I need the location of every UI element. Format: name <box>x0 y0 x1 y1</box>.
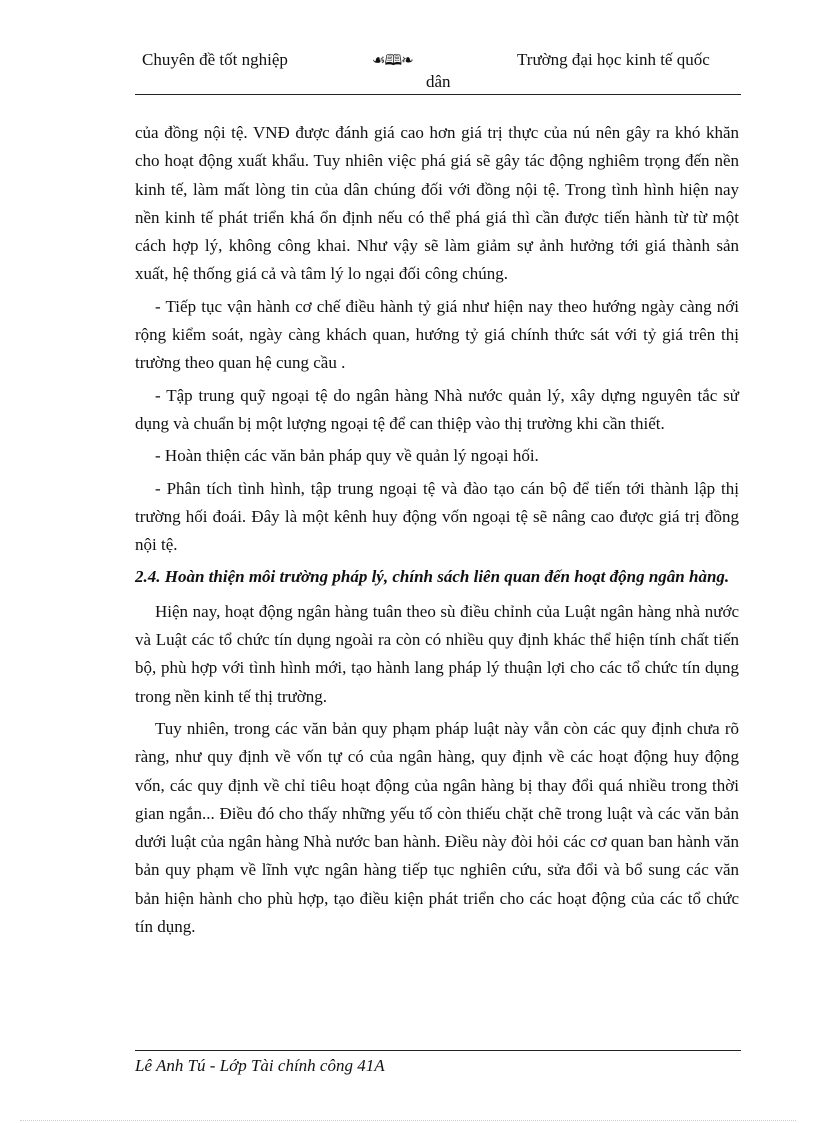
page-boundary <box>20 1120 796 1121</box>
footer-divider <box>135 1050 741 1051</box>
paragraph: Hiện nay, hoạt động ngân hàng tuân theo sù điều chỉnh của Luật ngân hàng nhà nước và Luật các tổ chức tín dụng ngoài ra còn có nhiều quy định khác thể hiện tính chất tiến bộ, phù hợp với tình hình mới, tạo hành lang pháp lý thuận lợi cho các tổ chức tín dụng trong nền kinh tế thị trường. <box>135 601 739 706</box>
header-title-right-continuation: dân <box>426 72 451 91</box>
header-title-right: Trường đại học kinh tế quốc <box>517 50 710 69</box>
footer-author: Lê Anh Tú - Lớp Tài chính công 41A <box>135 1056 385 1075</box>
paragraph: Tuy nhiên, trong các văn bản quy phạm pháp luật này vẫn còn các quy định chưa rõ ràng, như quy định về vốn tự có của ngân hàng, quy định về các hoạt động huy động vốn, các quy định về chỉ tiêu hoạt động của ngân hàng bị thay đổi quá nhiều trong thời gian ngắn... Điều đó cho thấy những yếu tố còn thiếu chặt chẽ trong luật và các văn bản dưới luật của ngân hàng Nhà nước ban hành. Điều này đòi hỏi các cơ quan ban hành văn bản quy phạm về lĩnh vực ngân hàng tiếp tục nghiên cứu, sửa đổi và bổ sung các văn bản hiện hành cho phù hợp, tạo điều kiện phát triển cho các hoạt động của các tổ chức tín dụng. <box>135 718 739 937</box>
bullet-paragraph: - Phân tích tình hình, tập trung ngoại tệ và đào tạo cán bộ để tiến tới thành lập thị trường hối đoái. Đây là một kênh huy động vốn ngoại tệ sẽ nâng cao được giá trị đồng nội tệ. <box>135 478 739 555</box>
header-divider <box>135 94 741 95</box>
document-body <box>135 119 739 945</box>
header-title-left: Chuyên đề tốt nghiệp <box>142 50 288 69</box>
book-ornament-icon: ☙🕮❧ <box>372 53 413 69</box>
bullet-paragraph: - Tập trung quỹ ngoại tệ do ngân hàng Nhà nước quản lý, xây dựng nguyên tắc sử dụng và chuẩn bị một lượng ngoại tệ để can thiệp vào thị trường khi cần thiết. <box>135 385 739 433</box>
section-heading: 2.4. Hoàn thiện môi trường pháp lý, chính sách liên quan đến hoạt động ngân hàng. <box>135 567 730 587</box>
paragraph: của đồng nội tệ. VNĐ được đánh giá cao hơn giá trị thực của nú nên gây ra khó khăn cho hoạt động xuất khẩu. Tuy nhiên việc phá giá sẽ gây tác động nghiêm trọng đến nền kinh tế, làm mất lòng tin của dân chúng đối với đồng nội tệ. Trong tình hình hiện nay nền kinh tế phát triển khá ổn định nếu có thể phá giá thì cần được tiến hành từ từ một cách hợp lý, không công khai. Như vậy sẽ làm giảm sự ảnh hưởng tới giá thành sản xuất, hệ thống giá cả và tâm lý lo ngại đối công chúng. <box>135 123 739 284</box>
bullet-paragraph: - Hoàn thiện các văn bản pháp quy về quản lý ngoại hối. <box>155 446 539 466</box>
bullet-paragraph: - Tiếp tục vận hành cơ chế điều hành tỷ giá như hiện nay theo hướng ngày càng nới rộng kiểm soát, ngày càng khách quan, hướng tỷ giá chính thức sát với tỷ giá trên thị trường theo quan hệ cung cầu . <box>135 296 739 373</box>
